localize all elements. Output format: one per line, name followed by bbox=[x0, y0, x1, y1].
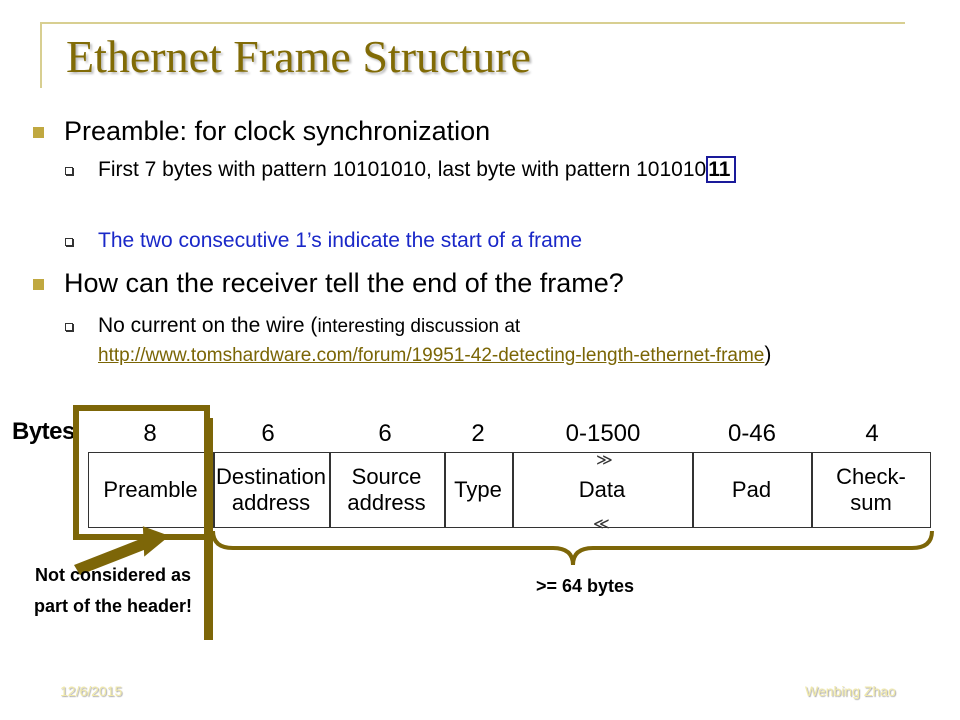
forum-link[interactable]: http://www.tomshardware.com/forum/19951-42-detecting-length-ethernet-frame bbox=[98, 345, 765, 366]
break-mark-top-icon: ≫ bbox=[596, 450, 613, 469]
byte-count-preamble: 8 bbox=[143, 420, 157, 447]
min-size-brace bbox=[213, 531, 932, 565]
byte-count-type: 2 bbox=[471, 420, 485, 447]
field-checksum: Check- sum bbox=[836, 464, 906, 515]
footer-date: 12/6/2015 bbox=[60, 683, 123, 699]
byte-count-checksum: 4 bbox=[865, 420, 879, 447]
field-source-address: Source address bbox=[347, 464, 426, 515]
field-preamble: Preamble bbox=[103, 477, 198, 502]
byte-count-source: 6 bbox=[378, 420, 392, 447]
sub-bullet-text: The two consecutive 1’s indicate the start of a frame bbox=[98, 229, 583, 252]
byte-count-data: 0-1500 bbox=[565, 420, 641, 447]
sub-bullet-text-small: interesting discussion at bbox=[317, 316, 521, 337]
sub-bullet-text: No current on the wire ( bbox=[98, 314, 318, 337]
slide-title: Ethernet Frame Structure bbox=[66, 31, 531, 82]
field-pad: Pad bbox=[731, 477, 772, 502]
byte-count-pad: 0-46 bbox=[727, 420, 777, 447]
bullet-text: How can the receiver tell the end of the frame? bbox=[64, 268, 624, 298]
byte-count-destination: 6 bbox=[261, 420, 275, 447]
field-type: Type bbox=[454, 477, 502, 502]
min-frame-size-note: >= 64 bytes bbox=[535, 576, 635, 596]
field-destination-address: Destination address bbox=[215, 464, 327, 515]
closing-paren: ) bbox=[764, 343, 772, 366]
bytes-label: Bytes bbox=[12, 418, 75, 445]
footer-author: Wenbing Zhao bbox=[805, 683, 896, 699]
bullet-text: Preamble: for clock synchronization bbox=[64, 116, 491, 146]
break-mark-bottom-icon: ≪ bbox=[593, 514, 610, 533]
highlighted-bits: 11 bbox=[706, 156, 736, 183]
preamble-highlight-box bbox=[73, 405, 210, 540]
not-header-note: Not considered as part of the header! bbox=[33, 565, 193, 616]
field-data: Data bbox=[578, 477, 626, 502]
sub-bullet-text: First 7 bytes with pattern 10101010, last byte with pattern 101010 bbox=[98, 158, 707, 181]
